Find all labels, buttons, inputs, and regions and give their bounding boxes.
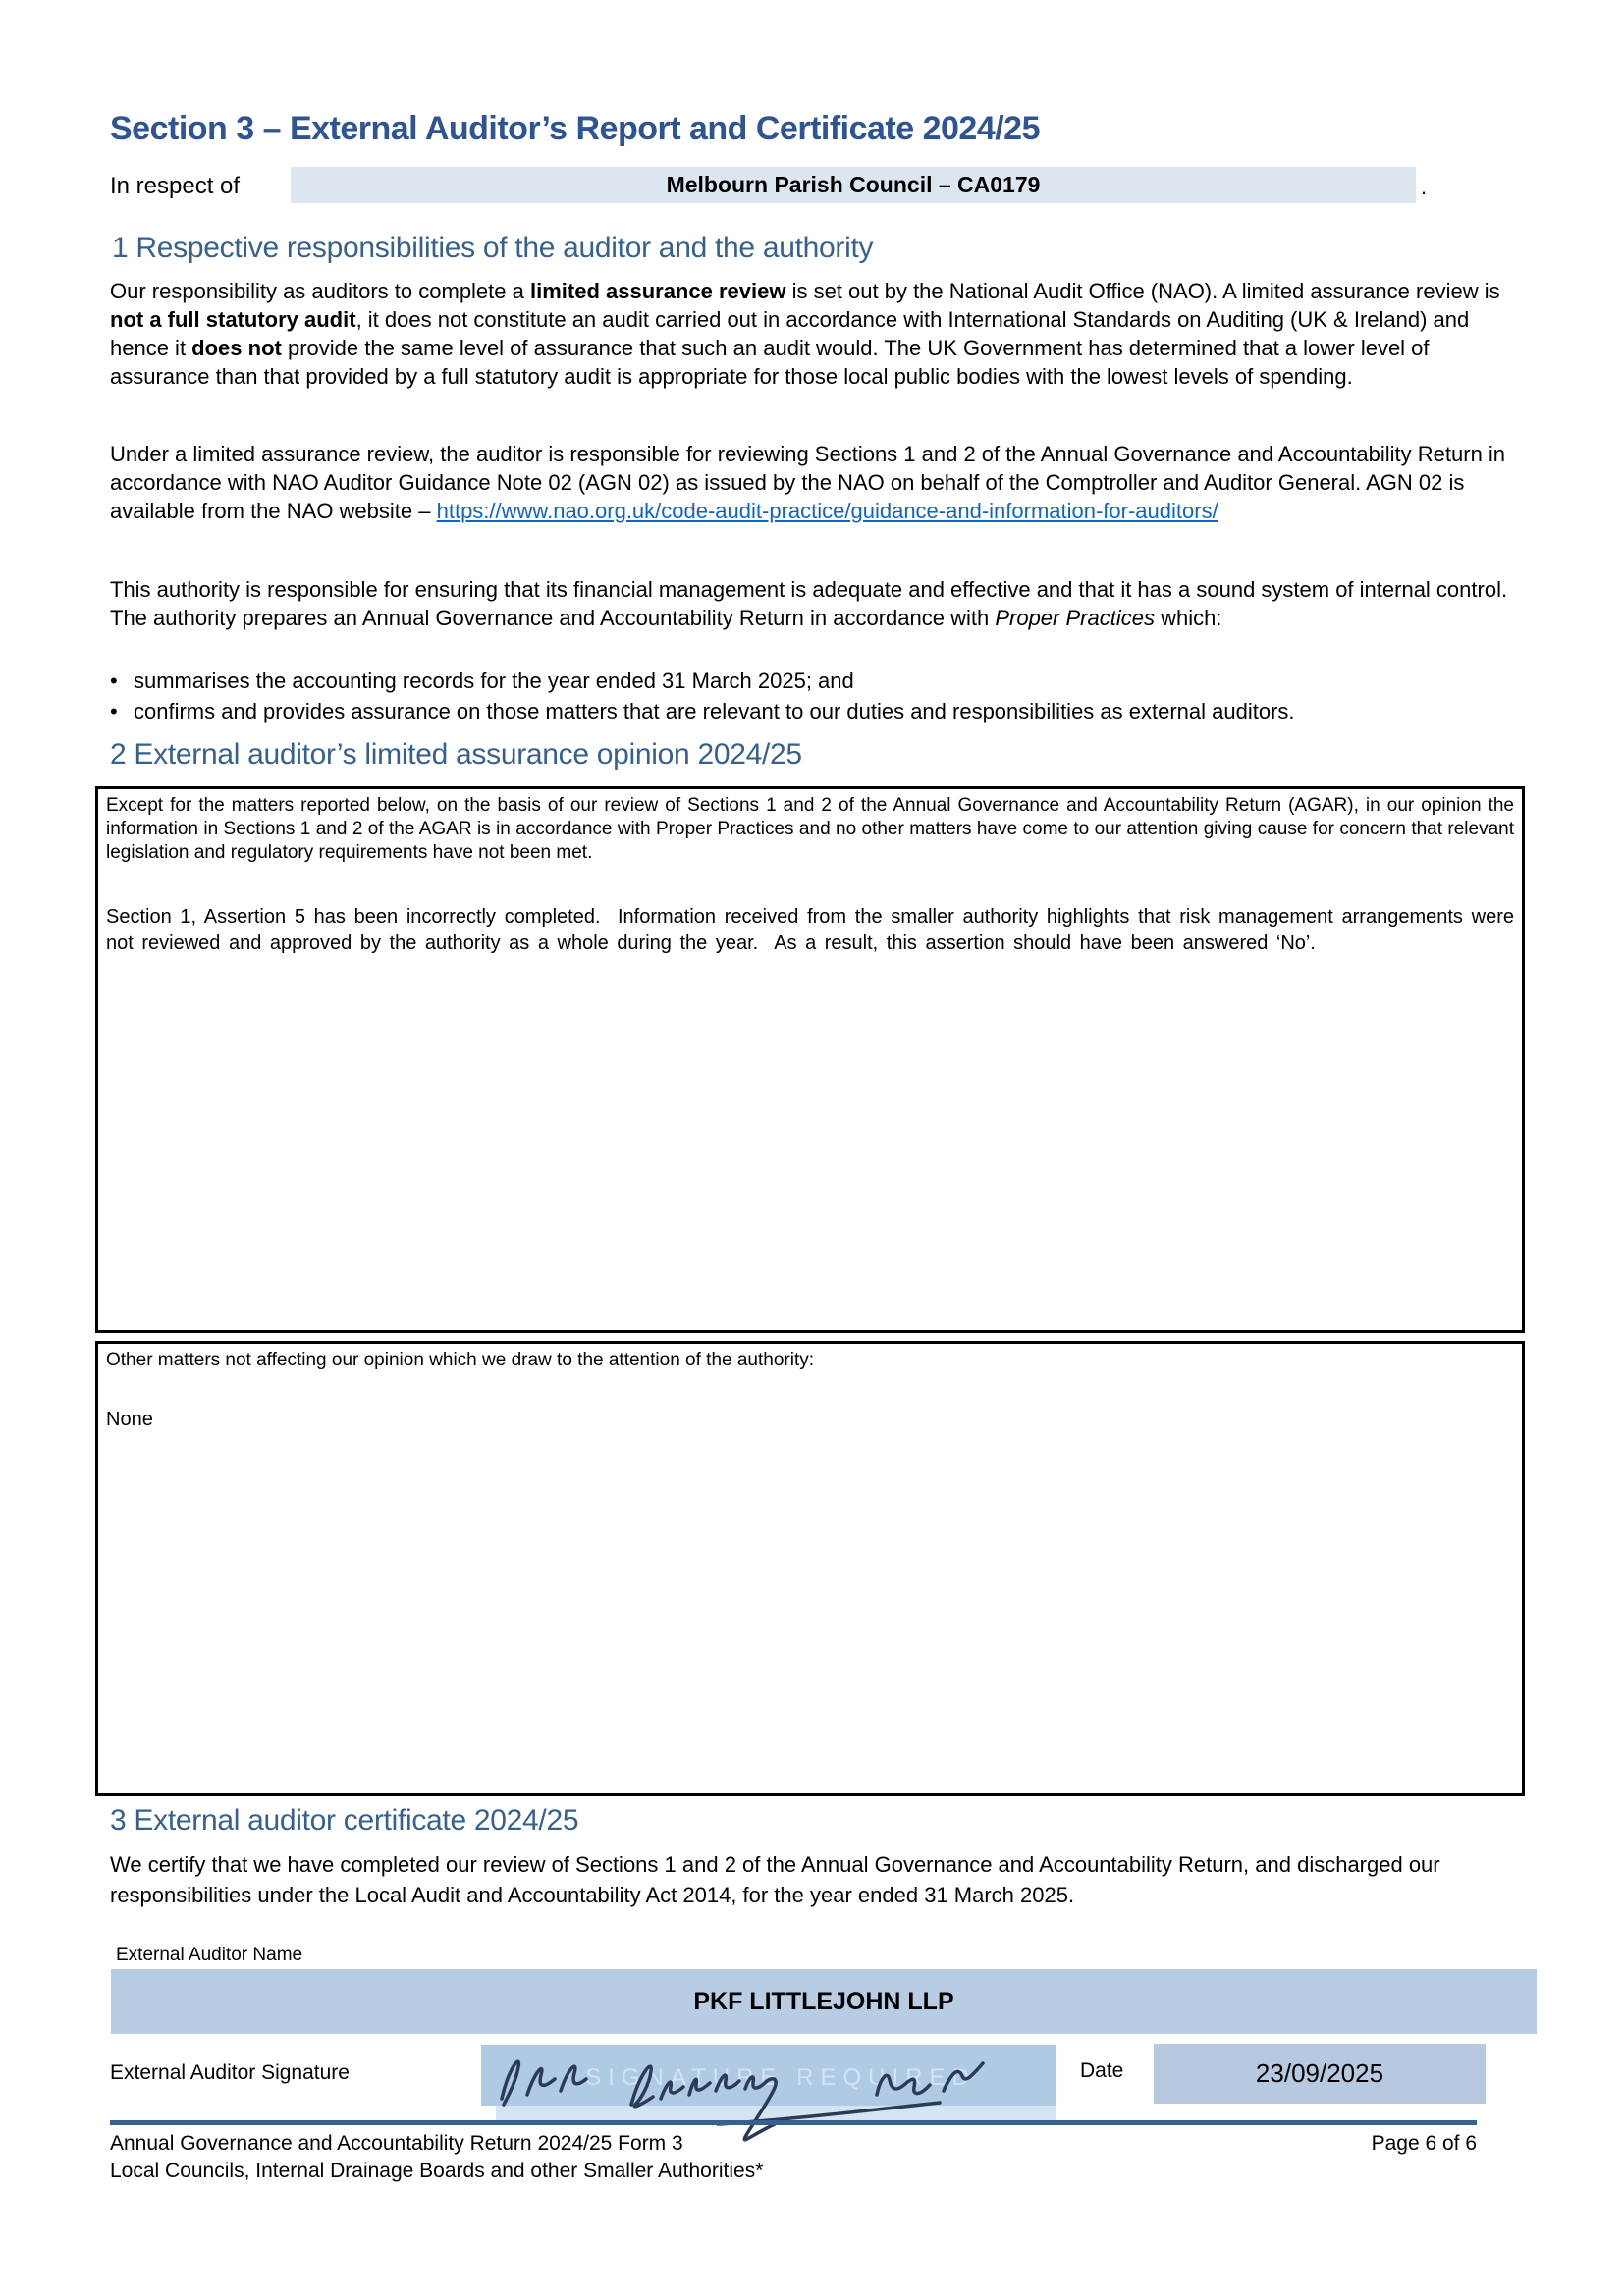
field-suffix-period: . (1421, 175, 1428, 199)
opinion-box[interactable] (95, 786, 1525, 1333)
authority-name-value: Melbourn Parish Council – CA0179 (666, 172, 1041, 197)
footer-page-number: Page 6 of 6 (1371, 2132, 1477, 2155)
external-auditor-name-value: PKF LITTLEJOHN LLP (693, 1987, 954, 2015)
nao-guidance-link[interactable]: https://www.nao.org.uk/code-audit-practice/guidance-and-information-for-auditors/ (436, 499, 1218, 523)
text-run: Under a limited assurance review, the auditor is responsible for reviewing Sections 1 and 2 of the Annual Governance and Accountability Return in accordance with NAO Auditor Guidance Note 02 (AGN 02) as issued by the NAO on behalf of the Comptroller and Auditor General. AGN 02 is available from the NAO website – (110, 442, 1506, 523)
bullet-icon: • (110, 668, 118, 693)
footer-rule (110, 2120, 1477, 2125)
authority-name-field[interactable] (291, 167, 1416, 203)
external-auditor-name-field[interactable] (111, 1969, 1537, 2034)
opinion-exception-text: Except for the matters reported below, on the basis of our review of Sections 1 and 2 of the Annual Governance and Accountability Return (AGAR), in our opinion the information in Sections 1 and 2 of the AGAR is in accordance with Proper Practices and no other matters have come to our attention giving cause for concern that relevant legislation and regulatory requirements have not been met. (106, 795, 1514, 863)
other-matters-value: None (106, 1409, 153, 1430)
certificate-text: We certify that we have completed our review of Sections 1 and 2 of the Annual Governance and Accountability Return, and discharged our responsibilities under the Local Audit and Accountability Act 2014, for the year ended 31 March 2025. (110, 1852, 1440, 1907)
text-run: which: (1154, 606, 1222, 630)
bullet-item (110, 666, 1522, 696)
text-run-bold: does not (191, 336, 282, 360)
responsibilities-paragraph-1 (110, 277, 1516, 391)
text-run-italic: Proper Practices (995, 606, 1155, 630)
other-matters-box[interactable] (95, 1341, 1525, 1796)
date-field[interactable] (1154, 2044, 1486, 2104)
heading-section-2: 2 External auditor’s limited assurance opinion 2024/25 (110, 738, 802, 771)
other-matters-label: Other matters not affecting our opinion which we draw to the attention of the authority: (106, 1350, 815, 1370)
bullet-item (110, 696, 1522, 726)
text-run: is set out by the National Audit Office (NAO). A limited assurance review is (785, 279, 1500, 303)
opinion-qualification-text: Section 1, Assertion 5 has been incorrectly completed. Information received from the smaller authority highlights that risk management arrangements were not reviewed and approved by the authority as a whole during the year. As a result, this assertion should have been answered ‘No’. (106, 906, 1523, 954)
date-value: 23/09/2025 (1255, 2058, 1384, 2088)
text-run-bold: limited assurance review (529, 279, 786, 303)
text-run: provide the same level of assurance that such an audit would. The UK Government has determined that a lower level of assurance than that provided by a full statutory audit is appropriate for those local public bodies with the lowest levels of spending. (110, 336, 1430, 389)
page-title: Section 3 – External Auditor’s Report and Certificate 2024/25 (110, 110, 1040, 147)
signature-watermark: SIGNATURE REQUIRED (585, 2064, 976, 2091)
external-auditor-signature-label: External Auditor Signature (110, 2061, 350, 2084)
footer-line-2: Local Councils, Internal Drainage Boards and other Smaller Authorities* (110, 2160, 764, 2182)
footer-line-1 (110, 2132, 1477, 2156)
bullet-text: summarises the accounting records for the year ended 31 March 2025; and (134, 668, 854, 693)
bullet-icon: • (110, 699, 118, 723)
in-respect-of-label: In respect of (110, 173, 241, 199)
date-label: Date (1080, 2059, 1124, 2082)
bullet-list (110, 666, 1522, 726)
responsibilities-paragraph-2 (110, 440, 1516, 525)
bullet-text: confirms and provides assurance on those matters that are relevant to our duties and responsibilities as external auditors. (134, 699, 1295, 723)
text-run: Our responsibility as auditors to complete a (110, 279, 530, 303)
text-run-bold: not a full statutory audit (110, 307, 356, 332)
responsibilities-paragraph-3 (110, 575, 1516, 632)
heading-section-1: 1 Respective responsibilities of the auditor and the authority (112, 232, 874, 264)
heading-section-3: 3 External auditor certificate 2024/25 (110, 1804, 579, 1837)
text-run: This authority is responsible for ensuring that its financial management is adequate and effective and that it has a sound system of internal control. The authority prepares an Annual Governance and Accountability Return in accordance with (110, 577, 1508, 630)
footer-form-title: Annual Governance and Accountability Return 2024/25 Form 3 (110, 2132, 683, 2155)
external-auditor-name-label: External Auditor Name (116, 1945, 303, 1965)
text-run: , it does not constitute an audit carried out in accordance with International Standards on Auditing (UK & Ireland) and hence it (110, 307, 1470, 360)
